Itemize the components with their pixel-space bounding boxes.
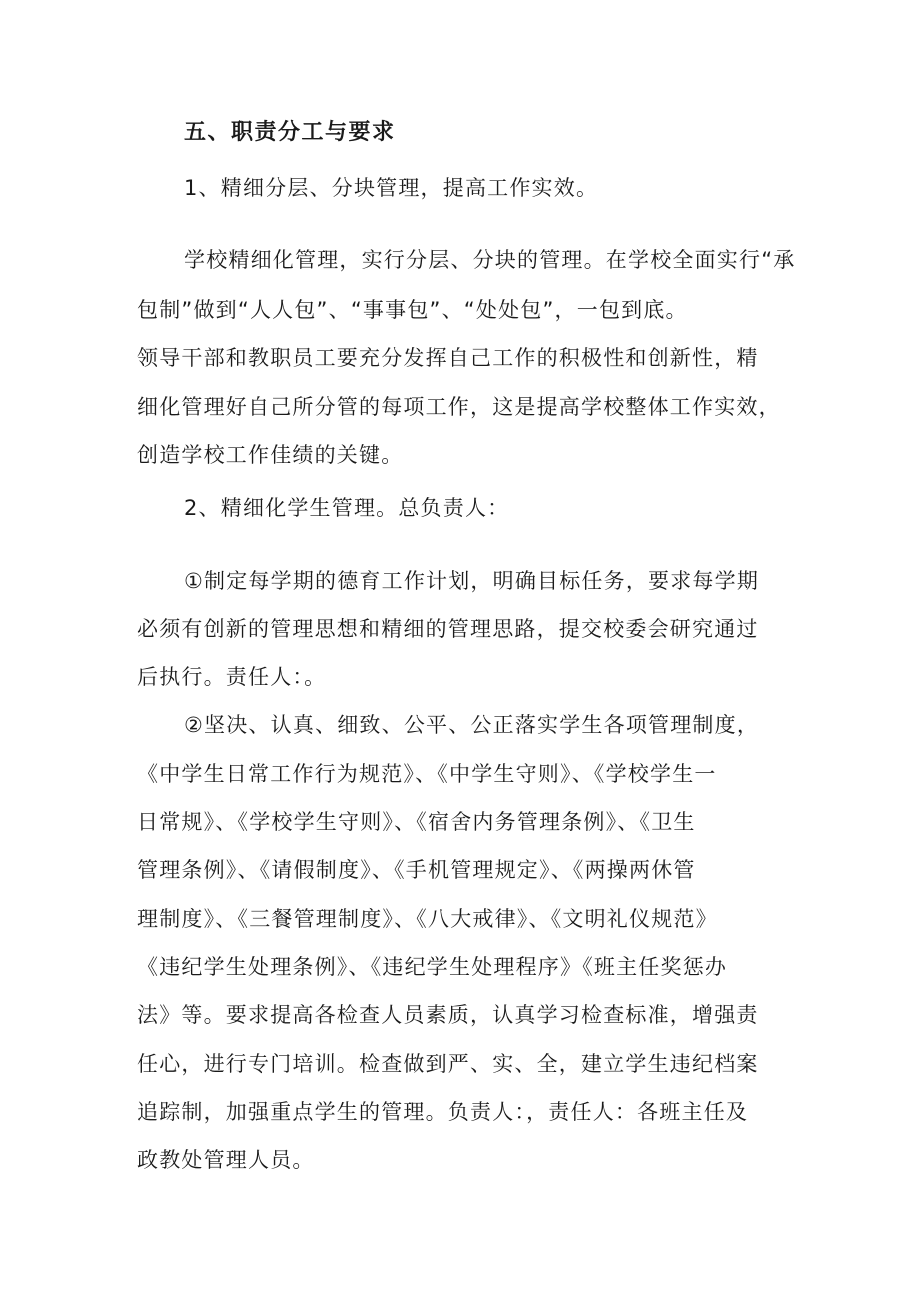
item1-paragraph-line: 创造学校工作佳绩的关键。 [137,443,404,467]
item1-paragraph-line: 学校精细化管理，实行分层、分块的管理。在学校全面实行“承 [184,248,796,272]
item1-title: 1、精细分层、分块管理，提高工作实效。 [184,176,599,200]
item1-paragraph-line: 领导干部和教职员工要充分发挥自己工作的积极性和创新性，精 [137,346,759,370]
item2-sub1-line: ①制定每学期的德育工作计划，明确目标任务，要求每学期 [184,569,760,593]
item1-paragraph-line: 包制”做到“人人包”、“事事包”、“处处包”，一包到底。 [137,298,688,322]
section-heading: 五、职责分工与要求 [184,120,396,145]
item2-sub2-line: 任心，进行专门培训。检查做到严、实、全，建立学生违纪档案 [137,1052,759,1076]
item1-paragraph-line: 细化管理好自己所分管的每项工作，这是提高学校整体工作实效， [137,395,781,419]
item2-sub2-line: 管理条例》、《请假制度》、《手机管理规定》、《两操两休管 [137,858,696,882]
item2-sub2-line: ②坚决、认真、细致、公平、公正落实学生各项管理制度， [184,713,760,737]
item2-sub2-line: 日常规》、《学校学生守则》、《宿舍内务管理条例》、《卫生 [137,810,696,834]
item2-sub1-line: 必须有创新的管理思想和精细的管理思路，提交校委会研究通过 [137,617,759,641]
item2-sub2-line: 政教处管理人员。 [137,1148,315,1172]
item2-sub2-line: 理制度》、《三餐管理制度》、《八大戒律》、《文明礼仪规范》 [137,907,718,931]
item2-title: 2、精细化学生管理。总负责人： [184,496,510,520]
item2-sub2-line: 《违纪学生处理条例》、《违纪学生处理程序》《班主任奖惩办 [137,955,728,979]
item2-sub1-line: 后执行。责任人：。 [137,665,327,689]
item2-sub2-line: 追踪制，加强重点学生的管理。负责人：，责任人：各班主任及 [137,1100,749,1124]
item2-sub2-line: 法》等。要求提高各检查人员素质，认真学习检查标准，增强责 [137,1003,759,1027]
item2-sub2-line: 《中学生日常工作行为规范》、《中学生守则》、《学校学生一 [137,762,717,786]
